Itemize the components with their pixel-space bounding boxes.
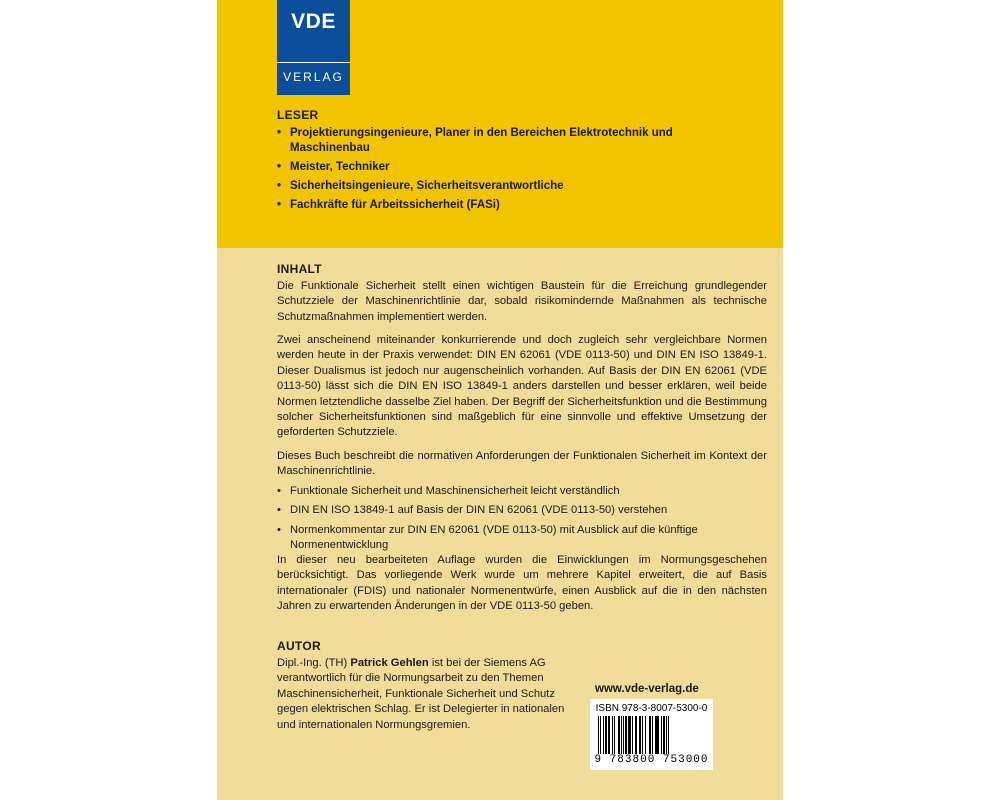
logo-sub: VERLAG [283,70,344,84]
inhalt-paragraph-2: Zwei anscheinend miteinander konkurrierende und doch zugleich sehr vergleichbare Normen werden heute in der Praxis verwendet: DIN EN 62061 (VDE 0113-50) und DIN EN ISO 13849-1. Dieser Dualismus ist jedoch nur augenscheinlich vorhanden. Auf Basis der DIN EN 62061 (VDE 0113-50) lässt sich die DIN EN ISO 13849-1 anders darstellen und besser erklären, weil beide Normen letztendliche dasselbe Ziel haben. Der Begriff der Sicherheitsfunktion und die Bestimmung solcher Sicherheitsfunktionen sind maßgeblich für eine sinnvolle und effektive Umsetzung der geforderten Schutzziele. [277,334,767,439]
leser-heading: LESER [277,108,319,122]
leser-list [277,126,697,217]
inhalt-paragraph-4: In dieser neu bearbeiteten Auflage wurden die Einwicklungen im Normungsgeschehen berücksichtigt. Das vorliegende Werk wurde um mehrere Kapitel erweitert, die auf Basis internationaler (FDIS) und nationaler Normenentwürfe, einen Ausblick auf die in den nächsten Jahren zu erwartenden Änderungen in der VDE 0113-50 geben. [277,554,767,613]
leser-item: • Sicherheitsingenieure, Sicherheitsverantwortliche [277,179,697,194]
inhalt-paragraph-3: Dieses Buch beschreibt die normativen Anforderungen der Funktionalen Sicherheit im Kontext der Maschinenrichtlinie. [277,450,767,478]
inhalt-bullet: • Normenkommentar zur DIN EN 62061 (VDE 0113-50) mit Ausblick auf die künftige Normenentwicklung [277,523,767,554]
autor-name: Patrick Gehlen [350,657,429,669]
barcode-bar [668,716,669,754]
logo-brand: VDE [291,10,336,33]
autor-heading: AUTOR [277,639,321,653]
barcode-bars [598,716,705,754]
autor-prefix: Dipl.-Ing. (TH) [277,657,351,669]
leser-item: • Meister, Techniker [277,160,697,175]
isbn-number: ISBN 978-3-8007-5300-0 [595,703,708,714]
inhalt-paragraph-1: Die Funktionale Sicherheit stellt einen wichtigen Baustein für die Erreichung grundlegender Schutzziele der Maschinenrichtlinie dar, sobald risikomindernde Maßnahmen als technische Schutzmaßnahmen implementiert werden. [277,280,767,323]
publisher-website: www.vde-verlag.de [595,683,699,695]
inhalt-heading: INHALT [277,262,322,276]
leser-item: • Fachkräfte für Arbeitssicherheit (FASi) [277,198,697,213]
barcode-digits: 9 783800 753000 [594,754,709,766]
inhalt-bullet: • Funktionale Sicherheit und Maschinensicherheit leicht verständlich [277,484,767,499]
leser-item: • Projektierungsingenieure, Planer in den Bereichen Elektrotechnik und Maschinenbau [277,126,697,156]
autor-paragraph [277,656,567,733]
inhalt-bullets [277,484,767,558]
inhalt-bullet: • DIN EN ISO 13849-1 auf Basis der DIN EN 62061 (VDE 0113-50) verstehen [277,503,767,518]
isbn-barcode [590,699,713,770]
autor-description: ist bei der Siemens AG verantwortlich für die Normungsarbeit zu den Themen Maschinensicherheit, Funktionale Sicherheit und Schutz gegen elektrischen Schlag. Er ist Delegierter in nationalen und internationalen Normungsgremien. [277,657,565,731]
logo-divider [277,62,350,63]
vde-verlag-logo [277,0,350,95]
book-back-cover [217,0,783,800]
